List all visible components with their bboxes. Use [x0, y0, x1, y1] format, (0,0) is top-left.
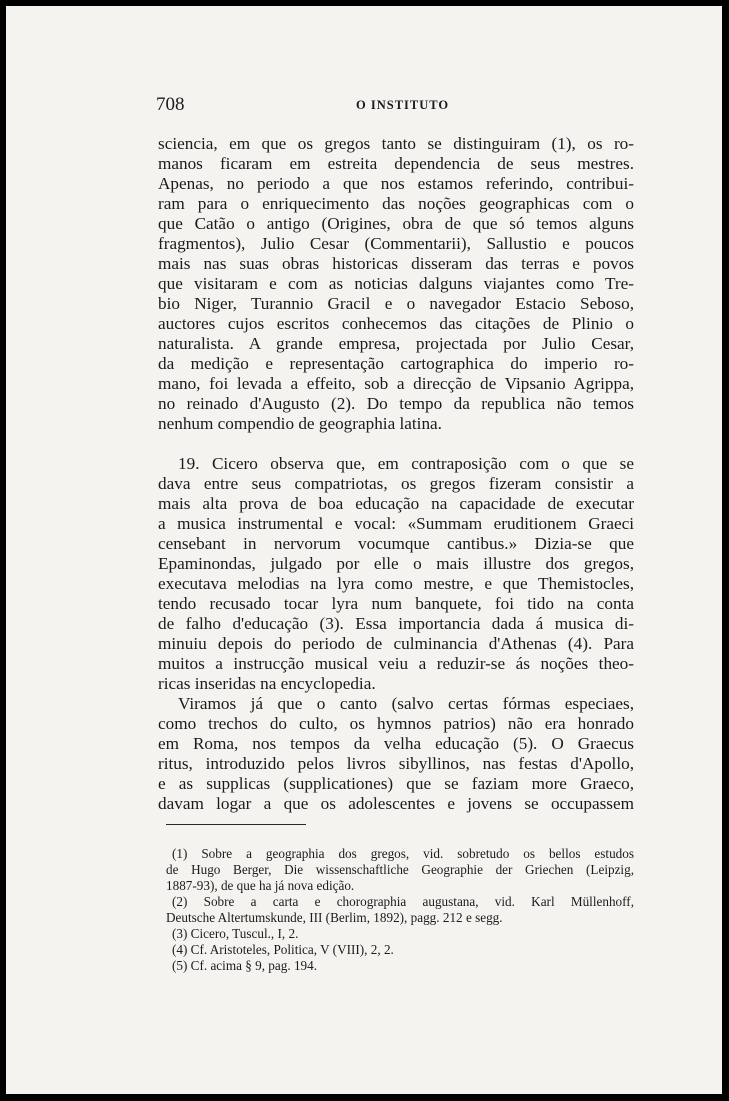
text-line: manos ficaram em estreita dependencia de seus mestres. — [158, 154, 634, 173]
footnote-5: (5) Cf. acima § 9, pag. 194. — [172, 958, 318, 973]
text-line: auctores cujos escritos conhecemos das citações de Plinio o — [158, 314, 634, 333]
text-line: Epaminondas, julgado por elle o mais illustre dos gregos, — [158, 554, 634, 573]
text-line: censebant in nervorum vocumque cantibus.» Dizia-se que — [158, 534, 634, 553]
text-line: ricas inseridas na encyclopedia. — [158, 674, 376, 693]
text-line: ritus, introduzido pelos livros sibyllinos, nas festas d'Apollo, — [158, 754, 634, 773]
book-page — [6, 6, 722, 1094]
footnote-2: (2) Sobre a carta e chorographia augustana, vid. Karl Müllenhoff, — [172, 894, 634, 909]
running-title: O INSTITUTO — [356, 98, 450, 112]
footnote-divider — [166, 824, 306, 825]
text-line: a musica instrumental e vocal: «Summam eruditionem Graeci — [158, 514, 634, 533]
text-line: davam logar a que os adolescentes e jovens se occupassem — [158, 794, 634, 813]
text-line: mano, foi levada a effeito, sob a direcção de Vipsanio Agrippa, — [158, 374, 634, 393]
text-line: que Catão o antigo (Origines, obra de que só temos alguns — [158, 214, 634, 233]
text-line: fragmentos), Julio Cesar (Commentarii), Sallustio e poucos — [158, 234, 634, 253]
footnote-3: (3) Cicero, Tuscul., I, 2. — [172, 926, 299, 941]
text-line: bio Niger, Turannio Gracil e o navegador Estacio Seboso, — [158, 294, 634, 313]
page-header — [156, 94, 636, 118]
footnote-1-cont: de Hugo Berger, Die wissenschaftliche Geographie der Griechen (Leipzig, — [166, 862, 634, 877]
section-19-line: 19. Cicero observa que, em contraposição com o que se — [178, 454, 634, 473]
text-line: muitos a instrucção musical veiu a reduzir-se ás noções theo- — [158, 654, 634, 673]
text-line: Apenas, no periodo a que nos estamos referindo, contribui- — [158, 174, 634, 193]
text-line: em Roma, nos tempos da velha educação (5). O Graecus — [158, 734, 634, 753]
text-line: e as supplicas (supplicationes) que se faziam more Graeco, — [158, 774, 634, 793]
text-line: mais nas suas obras historicas disseram das terras e povos — [158, 254, 634, 273]
text-line: da medição e representação cartographica do imperio ro- — [158, 354, 634, 373]
footnote-1: (1) Sobre a geographia dos gregos, vid. sobretudo os bellos estudos — [172, 846, 634, 861]
text-line: Viramos já que o canto (salvo certas fórmas especiaes, — [178, 694, 634, 713]
text-line: dava entre seus compatriotas, os gregos fizeram consistir a — [158, 474, 634, 493]
text-line: nenhum compendio de geographia latina. — [158, 414, 442, 433]
text-line: minuiu depois do periodo de culminancia d'Athenas (4). Para — [158, 634, 634, 653]
text-line: ram para o enriquecimento das noções geographicas com o — [158, 194, 634, 213]
text-line: sciencia, em que os gregos tanto se distinguiram (1), os ro- — [158, 134, 634, 153]
text-line: naturalista. A grande empresa, projectada por Julio Cesar, — [158, 334, 634, 353]
text-line: executava melodias na lyra como mestre, e que Themistocles, — [158, 574, 634, 593]
text-line: que visitaram e com as noticias dalguns viajantes como Tre- — [158, 274, 634, 293]
footnote-2-cont: Deutsche Altertumskunde, III (Berlim, 1892), pagg. 212 e segg. — [166, 910, 503, 925]
text-line: tendo recusado tocar lyra num banquete, foi tido na conta — [158, 594, 634, 613]
text-line: no reinado d'Augusto (2). Do tempo da republica não temos — [158, 394, 634, 413]
text-line: de falho d'educação (3). Essa importancia dada á musica di- — [158, 614, 634, 633]
text-line: mais alta prova de boa educação na capacidade de executar — [158, 494, 634, 513]
page-number: 708 — [156, 94, 185, 115]
footnote-1-cont: 1887-93), de que ha já nova edição. — [166, 878, 355, 893]
footnote-4: (4) Cf. Aristoteles, Politica, V (VIII), 2, 2. — [172, 942, 394, 957]
text-line: como trechos do culto, os hymnos patrios) não era honrado — [158, 714, 634, 733]
